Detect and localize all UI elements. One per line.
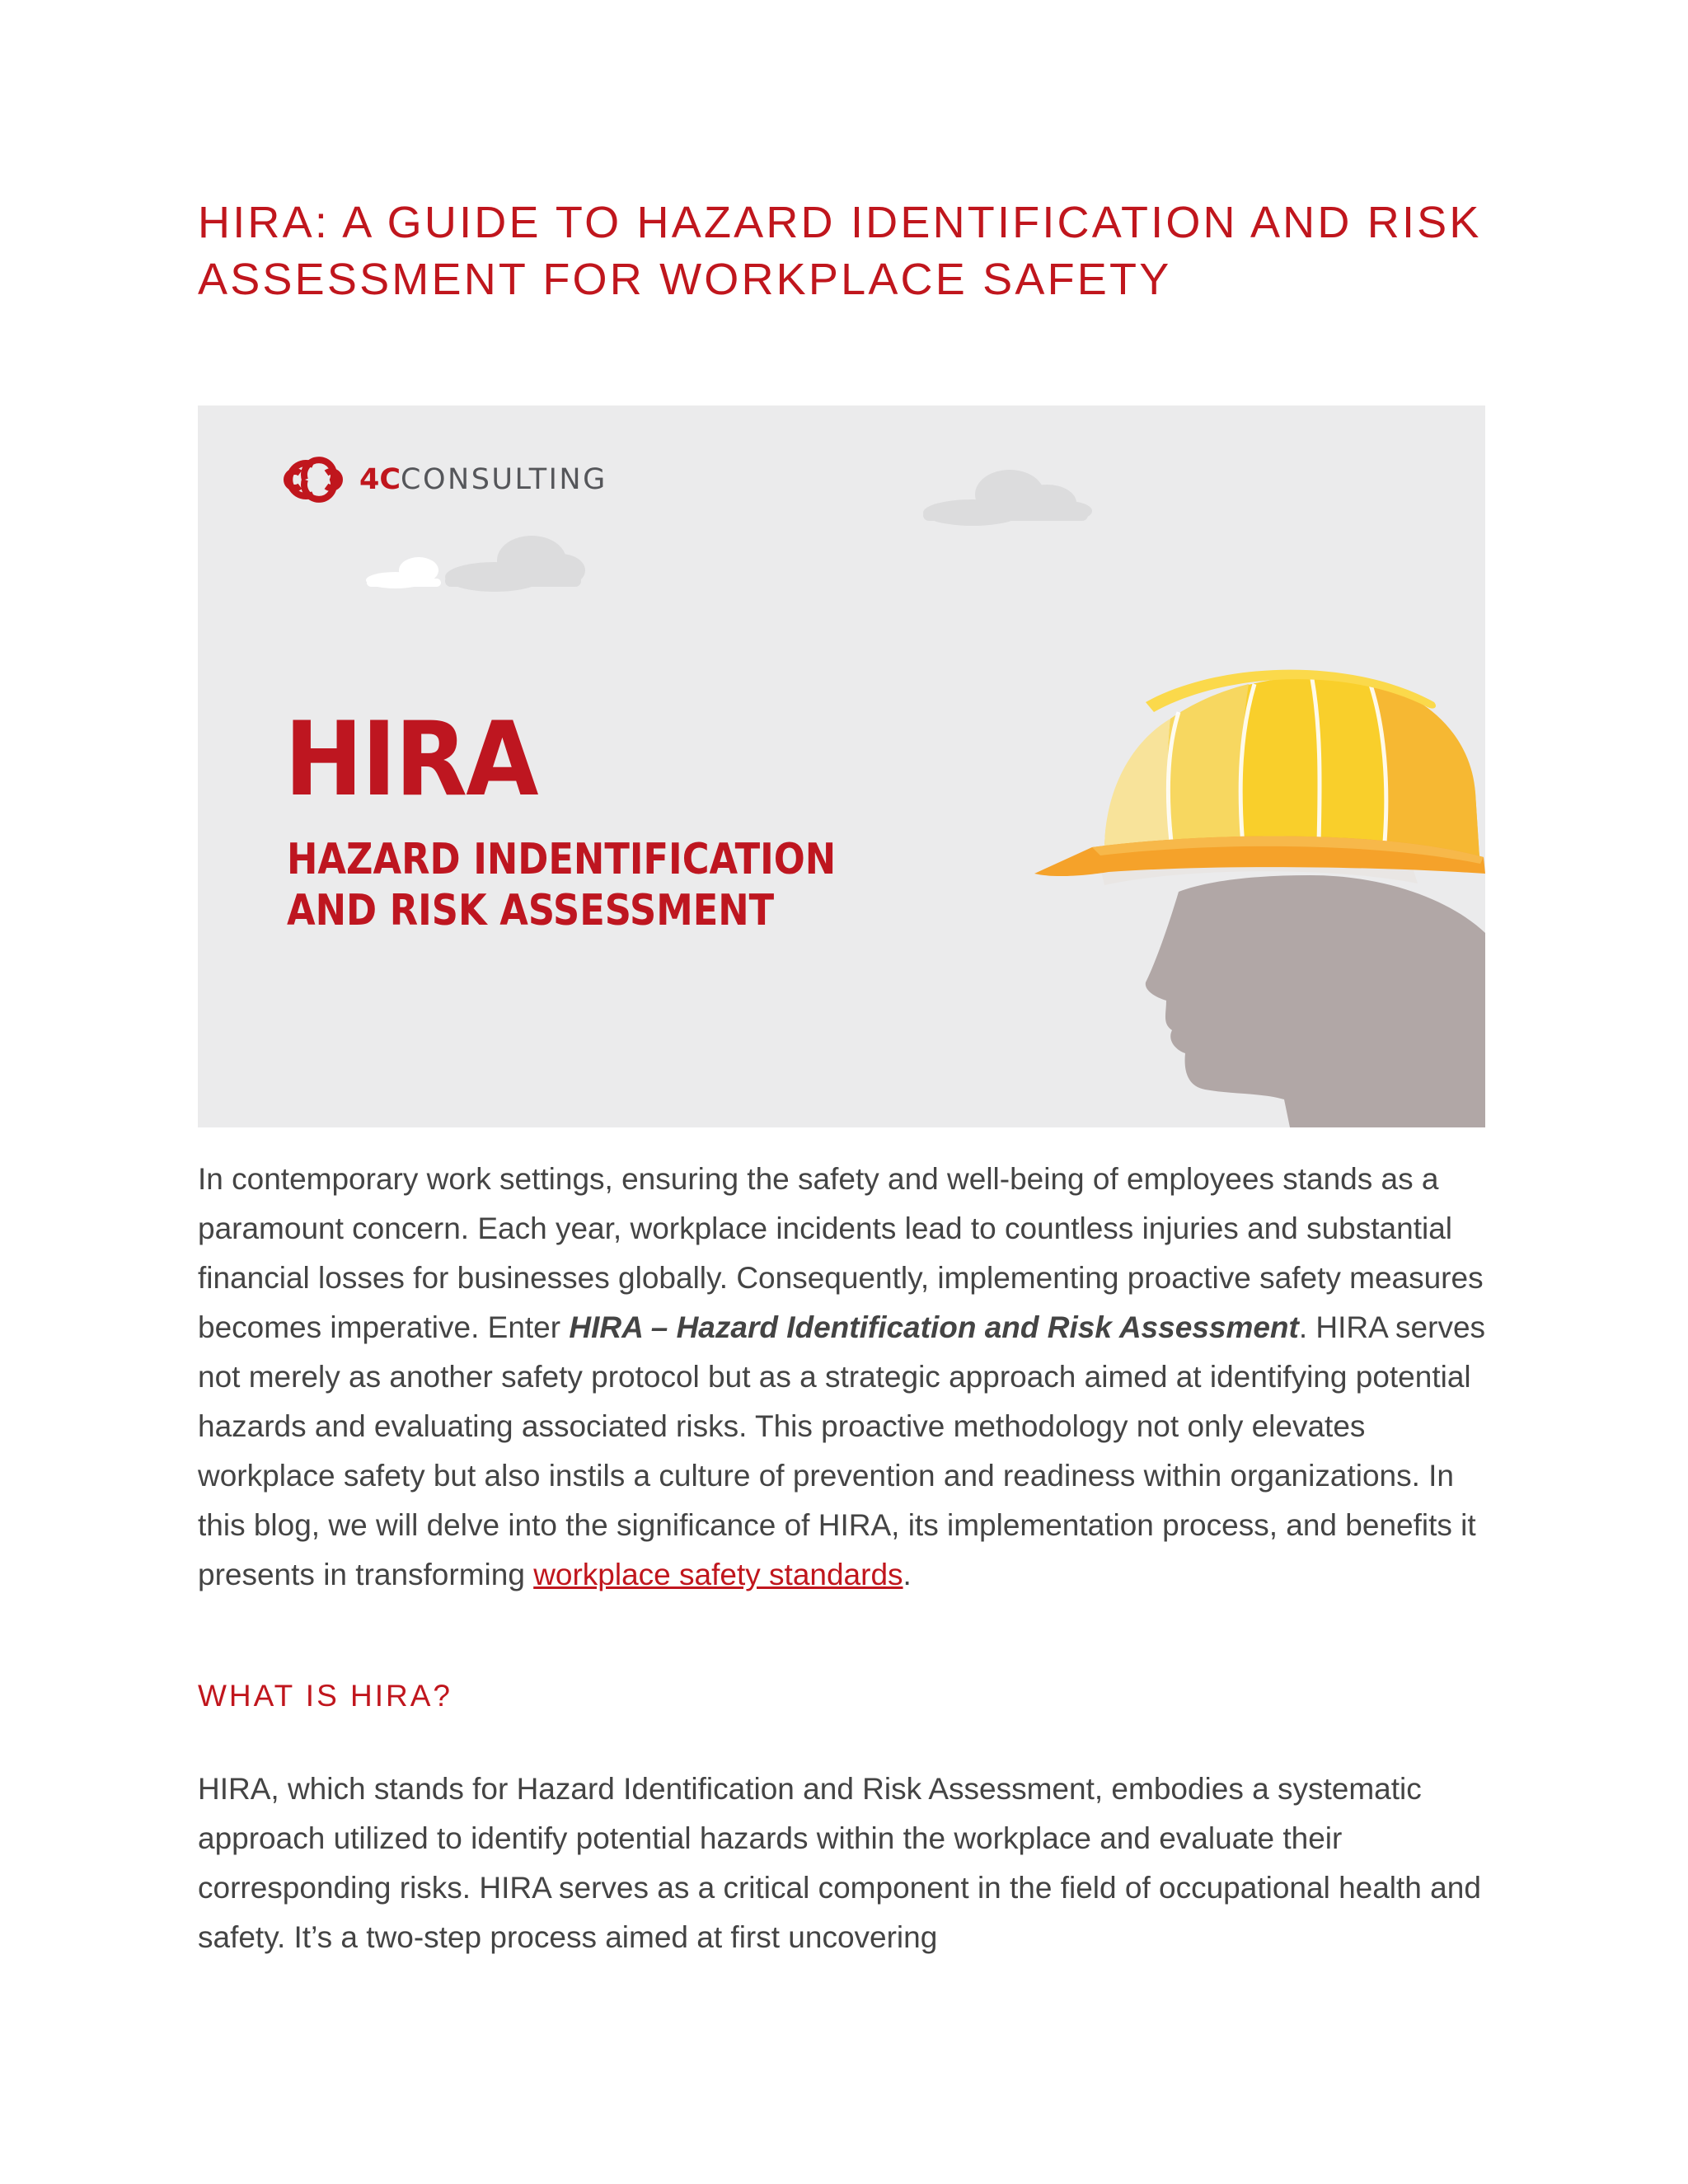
document-page — [198, 194, 1486, 1954]
helmet-panel-light — [1104, 719, 1172, 851]
cloud-icon — [445, 536, 585, 592]
section-heading-what-is-hira: WHAT IS HIRA? — [198, 1679, 453, 1713]
intro-text-start: In contemporary work settings, ensuring the safety and well-being of employees stands as a paramount concern. Each year, workplace incidents lead to countless injuries and substantial financial losses for businesses globally. Consequently, implementing proactive safety measures becomes imperative. Enter — [198, 1162, 1484, 1344]
brand-name-bold: 4C — [359, 463, 401, 496]
brand-logo-icon — [287, 460, 340, 499]
hero-banner-image — [198, 405, 1485, 1127]
cloud-icon — [923, 470, 1092, 526]
intro-paragraph — [198, 1155, 1492, 1600]
helmet-panel-mid — [1167, 684, 1249, 849]
banner-headline: HIRA — [284, 701, 537, 819]
banner-subheadline-line1: HAZARD INDENTIFICATION — [287, 835, 837, 884]
intro-emphasis: HIRA – Hazard Identification and Risk Assessment — [569, 1310, 1299, 1344]
head-silhouette — [1146, 875, 1485, 1127]
brand-name-rest: CONSULTING — [401, 463, 607, 496]
cloud-icon — [366, 557, 441, 588]
brand-wordmark — [348, 455, 607, 504]
intro-text-middle: . HIRA serves not merely as another safety protocol but as a strategic approach aimed at identifying potential hazards and evaluating associated risks. This proactive methodology not only elevates workplace safety but also instils a culture of prevention and readiness within organizations. In this blog, we will delve into the significance of HIRA, its implementation process, and benefits it presents in transforming — [198, 1310, 1486, 1591]
workplace-safety-link[interactable]: workplace safety standards — [533, 1558, 903, 1591]
brand-name — [359, 455, 607, 504]
banner-subheadline — [287, 834, 836, 936]
intro-text-end: . — [903, 1558, 912, 1591]
section-paragraph: HIRA, which stands for Hazard Identification and Risk Assessment, embodies a systematic approach utilized to identify potential hazards within the workplace and evaluate their corresponding risks. HIRA serves as a critical component in the field of occupational health and safety. It’s a two-step process aimed at first uncovering — [198, 1772, 1481, 1954]
banner-subheadline-line2: AND RISK ASSESSMENT — [287, 886, 775, 935]
document-title: HIRA: A GUIDE TO HAZARD IDENTIFICATION AND RISK ASSESSMENT FOR WORKPLACE SAFETY — [198, 198, 1482, 304]
